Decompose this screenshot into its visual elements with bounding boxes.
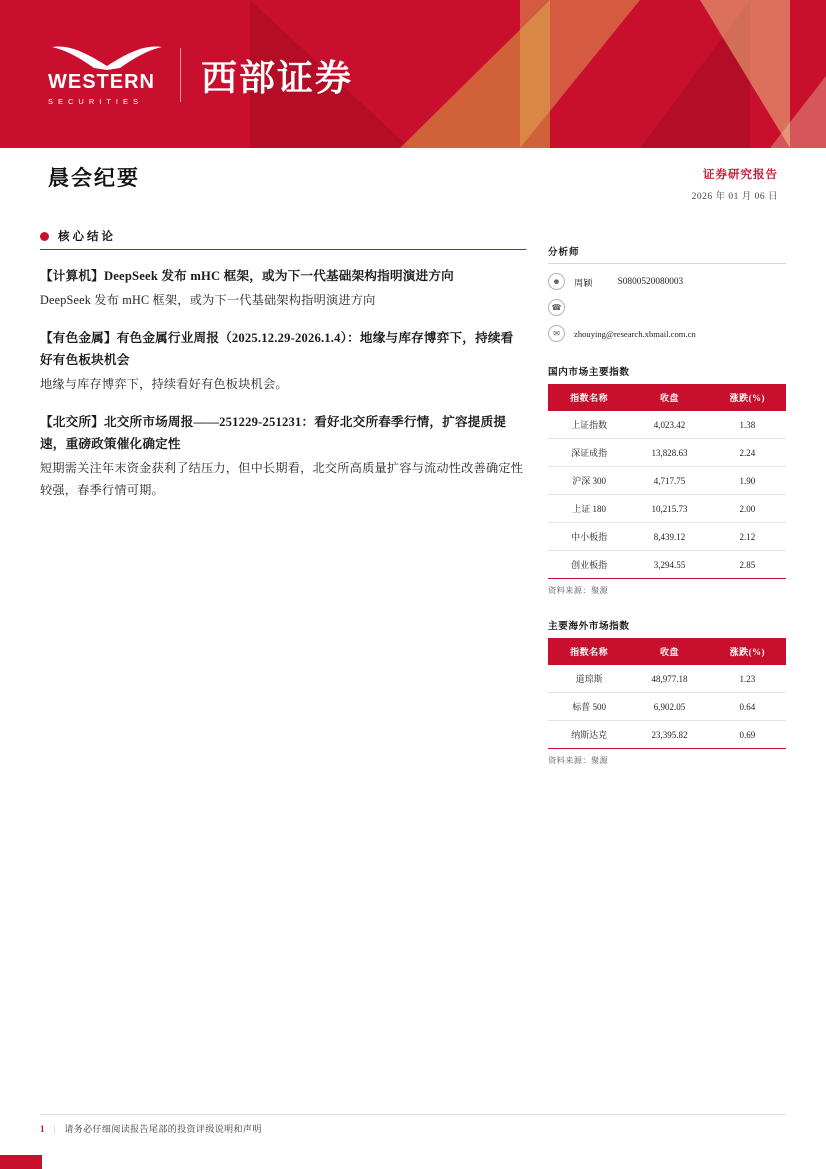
core-item-headline: 【有色金属】有色金属行业周报（2025.12.29-2026.1.4）：地缘与库存博弈下，持续看好有色板块机会 — [40, 330, 514, 368]
domestic-index-table-caption: 国内市场主要指数 — [548, 367, 630, 378]
core-item-headline: 【计算机】DeepSeek 发布 mHC 框架，或为下一代基础架构指明演进方向 — [40, 269, 454, 283]
report-type-label: 证券研究报告 — [703, 169, 778, 181]
column-header-name: 指数名称 — [548, 384, 630, 411]
person-icon: ☻ — [548, 273, 565, 290]
decorative-triangle-6 — [770, 58, 826, 148]
cell-change: 1.38 — [709, 411, 786, 439]
table-row — [548, 467, 786, 495]
cell-close: 6,902.05 — [630, 693, 708, 721]
table-row — [548, 523, 786, 551]
logo-en-text: WESTERN — [48, 71, 155, 93]
logo-sub-text: SECURITIES — [48, 97, 144, 106]
sidebar — [548, 244, 786, 766]
cell-index-name: 上证 180 — [548, 495, 630, 523]
decorative-triangle-3 — [520, 0, 640, 148]
cell-index-name: 上证指数 — [548, 411, 630, 439]
analyst-email-row[interactable] — [548, 325, 786, 342]
column-header-change: 涨跌(%) — [709, 638, 786, 665]
title-row — [0, 148, 826, 210]
table-row — [548, 411, 786, 439]
column-header-close: 收盘 — [630, 384, 708, 411]
table-header-row — [548, 384, 786, 411]
header-banner — [0, 0, 826, 148]
table-row — [548, 665, 786, 693]
table-row — [548, 693, 786, 721]
core-item — [40, 265, 526, 312]
cell-change: 2.85 — [709, 551, 786, 579]
cell-change: 1.90 — [709, 467, 786, 495]
table-row — [548, 551, 786, 579]
footer-accent-bar — [0, 1155, 42, 1169]
analyst-email[interactable]: zhouying@research.xbmail.com.cn — [574, 328, 696, 339]
table-row — [548, 439, 786, 467]
core-conclusion-section — [40, 228, 526, 502]
cell-index-name: 深证成指 — [548, 439, 630, 467]
column-header-name: 指数名称 — [548, 638, 630, 665]
cell-change: 0.69 — [709, 721, 786, 749]
overseas-index-table — [548, 638, 786, 749]
cell-index-name: 中小板指 — [548, 523, 630, 551]
cell-index-name: 道琼斯 — [548, 665, 630, 693]
cell-index-name: 纳斯达克 — [548, 721, 630, 749]
core-item-body: DeepSeek 发布 mHC 框架，或为下一代基础架构指明演进方向 — [40, 293, 376, 308]
table-header-row — [548, 638, 786, 665]
cell-close: 8,439.12 — [630, 523, 708, 551]
core-item — [40, 327, 526, 396]
cell-index-name: 创业板指 — [548, 551, 630, 579]
page-title: 晨会纪要 — [48, 166, 140, 190]
domestic-index-table — [548, 384, 786, 579]
cell-close: 10,215.73 — [630, 495, 708, 523]
overseas-table-source: 资料来源：聚源 — [548, 756, 609, 765]
bullet-dot-icon — [40, 232, 49, 241]
cell-change: 0.64 — [709, 693, 786, 721]
analyst-heading: 分析师 — [548, 244, 786, 264]
cell-close: 4,717.75 — [630, 467, 708, 495]
footer — [40, 1114, 786, 1135]
logo-divider — [180, 48, 181, 102]
analyst-license: S0800520080003 — [617, 276, 684, 287]
table-row — [548, 495, 786, 523]
company-logo — [48, 44, 353, 106]
page-number: 1 — [40, 1123, 45, 1134]
bull-horns-icon — [48, 44, 166, 106]
analyst-name: 周颖 — [574, 278, 593, 289]
cell-index-name: 沪深 300 — [548, 467, 630, 495]
overseas-index-table-caption: 主要海外市场指数 — [548, 621, 630, 632]
report-date: 2026 年 01 月 06 日 — [691, 192, 778, 202]
analyst-name-row — [548, 273, 786, 290]
domestic-table-source: 资料来源：聚源 — [548, 586, 609, 595]
cell-change: 2.12 — [709, 523, 786, 551]
core-item-body: 地缘与库存博弈下，持续看好有色板块机会。 — [40, 377, 288, 392]
core-item — [40, 411, 526, 502]
core-item-headline: 【北交所】北交所市场周报——251229-251231：看好北交所春季行情，扩容提质提速，重磅政策催化确定性 — [40, 415, 507, 452]
cell-close: 13,828.63 — [630, 439, 708, 467]
footer-disclaimer: 请务必仔细阅读报告尾部的投资评级说明和声明 — [64, 1124, 262, 1134]
cell-close: 4,023.42 — [630, 411, 708, 439]
logo-cn-text: 西部证券 — [201, 57, 354, 98]
cell-close: 23,395.82 — [630, 721, 708, 749]
column-header-change: 涨跌(%) — [709, 384, 786, 411]
cell-change: 1.23 — [709, 665, 786, 693]
footer-separator: | — [53, 1123, 56, 1134]
phone-icon: ☎ — [548, 299, 565, 316]
core-item-body: 短期需关注年末资金获利了结压力，但中长期看，北交所高质量扩容与流动性改善确定性较强，春季行情可期。 — [40, 461, 524, 498]
cell-index-name: 标普 500 — [548, 693, 630, 721]
cell-close: 3,294.55 — [630, 551, 708, 579]
section-header-label: 核心结论 — [58, 231, 116, 243]
table-row — [548, 721, 786, 749]
cell-change: 2.00 — [709, 495, 786, 523]
cell-change: 2.24 — [709, 439, 786, 467]
column-header-close: 收盘 — [630, 638, 708, 665]
mail-icon: ✉ — [548, 325, 565, 342]
cell-close: 48,977.18 — [630, 665, 708, 693]
analyst-phone-row — [548, 299, 786, 316]
section-header — [40, 228, 526, 250]
